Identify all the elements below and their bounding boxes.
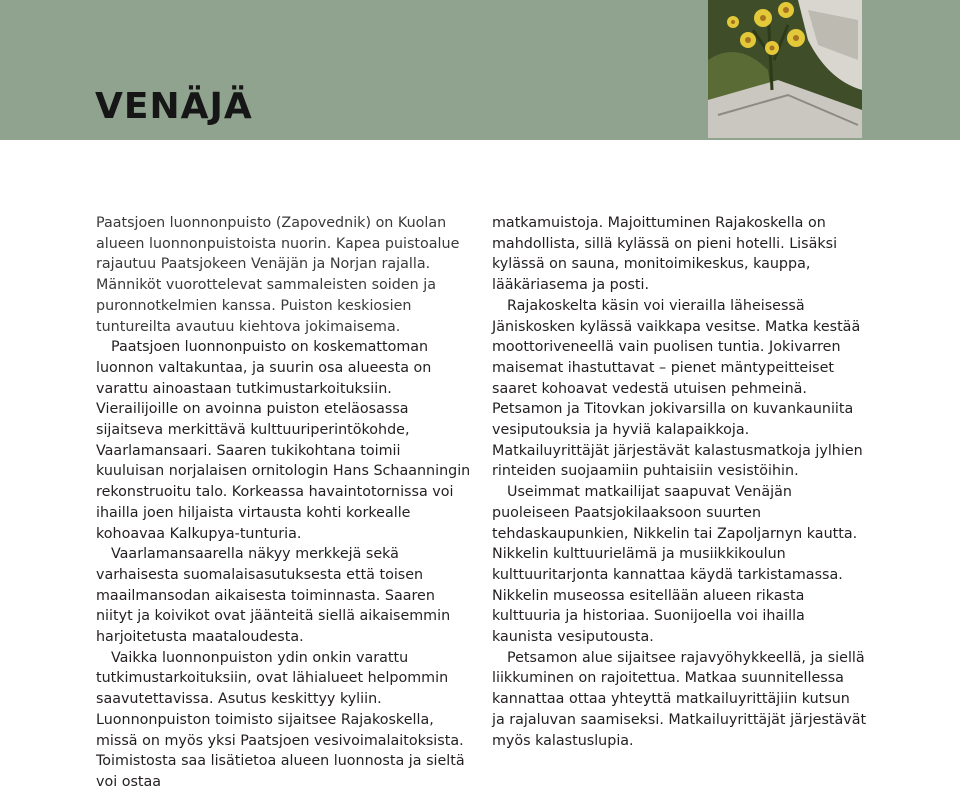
right-column xyxy=(492,213,867,751)
paragraph: Vaikka luonnonpuiston ydin onkin varattu tutkimustarkoituksiin, ovat lähialueet helpommin saavutettavissa. Asutus keskittyy kyliin. Luonnonpuiston toimisto sijaitsee Rajakoskella, missä on myös yksi Paatsjoen vesivoimalaitoksista. Toimistosta saa lisätietoa alueen luonnosta ja sieltä voi ostaa xyxy=(96,649,465,790)
paragraph: Petsamon alue sijaitsee rajavyöhykkeellä, ja siellä liikkuminen on rajoitettua. Matkaa suunnitellessa kannattaa ottaa yhteyttä matkailuyrittäjiin kutsun ja rajaluvan saamiseksi. Matkailuyrittäjät järjestävät myös kalastuslupia. xyxy=(492,649,867,749)
page-title: VENÄJÄ xyxy=(95,86,253,127)
paragraph: Useimmat matkailijat saapuvat Venäjän puoleiseen Paatsjokilaaksoon suurten tehdaskaupunkien, Nikkelin tai Zapoljarnyn kautta. Nikkelin kulttuurielämä ja musiikkikoulun kulttuuritarjonta kannattaa käydä tarkistamassa. Nikkelin museossa esitellään alueen rikasta kulttuuria ja historiaa. Suonijoella voi ihailla kaunista vesiputousta. xyxy=(492,484,858,646)
paragraph: Vaarlamansaarella näkyy merkkejä sekä varhaisesta suomalaisasutuksesta että toisen maailmansodan aikaisesta toiminnasta. Saaren niityt ja koivikot ovat jäänteitä siellä aikaisemmin harjoitetusta maataloudesta. xyxy=(96,546,451,646)
intro-paragraph: Paatsjoen luonnonpuisto (Zapovednik) on Kuolan alueen luonnonpuistoista nuorin. Kapea puistoalue rajautuu Paatsjokeen Venäjän ja Norjan rajalla. Männiköt vuorottelevat sammaleisten soiden ja puronnotkelmien kanssa. Puiston keskiosien tuntureilta avautuu kiehtova jokimaisema. xyxy=(96,215,460,335)
flower-photo xyxy=(708,0,862,138)
flower-photo-icon xyxy=(708,0,862,138)
left-column xyxy=(96,213,471,793)
paragraph: Paatsjoen luonnonpuisto on koskemattoman luonnon valtakuntaa, ja suurin osa alueesta on varattu ainoastaan tutkimustarkoituksiin. Vierailijoille on avoinna puiston eteläosassa sijaitseva merkittävä kulttuuriperintökohde, Vaarlamansaari. Saaren tukikohtana toimii kuuluisan norjalaisen ornitologin Hans Schaanningin rekonstruoitu talo. Korkeassa havaintotornissa voi ihailla joen hiljaista virtausta kohti korkealle kohoavaa Kalkupya-tunturia. xyxy=(96,339,471,542)
paragraph: matkamuistoja. Majoittuminen Rajakoskella on mahdollista, sillä kylässä on pieni hotelli. Lisäksi kylässä on sauna, monitoimikeskus, kauppa, lääkäriasema ja posti. xyxy=(492,215,838,294)
paragraph: Rajakoskelta käsin voi vierailla läheisessä Jäniskosken kylässä vaikkapa vesitse. Matka kestää moottoriveneellä vain puolisen tuntia. Jokivarren maisemat ihastuttavat – pienet mäntypeitteiset saaret kohoavat vedestä utuisen pehmeinä. Petsamon ja Titovkan jokivarsilla on kuvankauniita vesiputouksia ja hyviä kalapaikkoja. Matkailuyrittäjät järjestävät kalastusmatkoja jylhien rinteiden suojaamiin puhtaisiin vesistöihin. xyxy=(492,297,863,480)
